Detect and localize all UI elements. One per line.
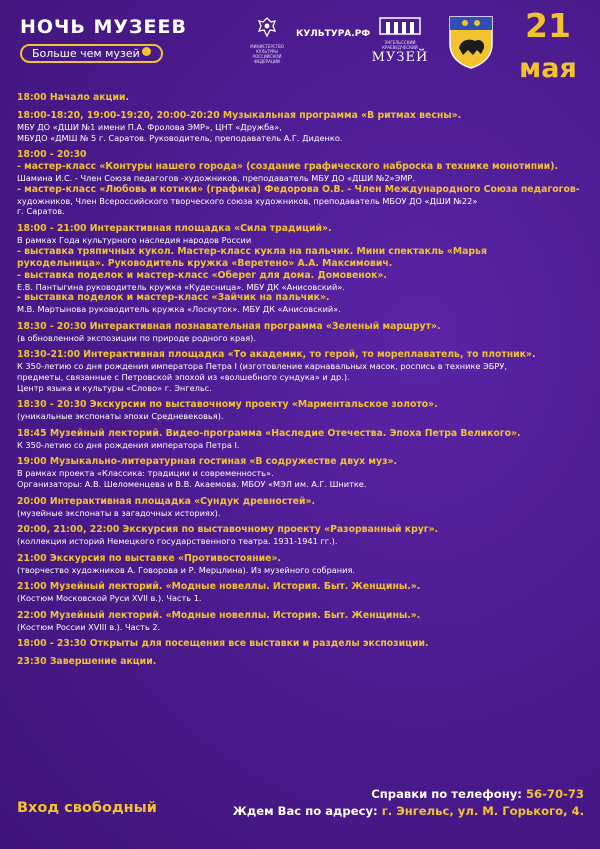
program-line: Е.В. Пантыгина руководитель кружка «Кудесница». МБУ ДК «Анисовский». <box>17 281 345 292</box>
program-entry <box>17 223 589 315</box>
museum-word: МУЗЕЙ <box>371 50 429 65</box>
program-line: М.В. Мартынова руководитель кружка «Лоскуток». МБУ ДК «Анисовский». <box>17 304 341 315</box>
logo-subtitle <box>20 44 163 63</box>
ministry-logo <box>243 16 291 64</box>
date-day: 21 <box>525 6 571 45</box>
program-entry <box>17 456 589 489</box>
program-entry <box>17 349 589 393</box>
program-line: г. Саратов. <box>17 206 65 217</box>
address-label: Ждем Вас по адресу: <box>232 804 378 818</box>
program-line: - выставка поделок и мастер-класс «Зайчик на пальчик». <box>17 292 330 304</box>
logo-subtitle-text: Больше чем музей <box>32 47 140 60</box>
program-line: 23:30 Завершение акции. <box>17 656 157 668</box>
contacts <box>233 786 584 820</box>
program-line: 19:00 Музыкально-литературная гостиная «В содружестве двух муз». <box>17 456 398 468</box>
event-date <box>505 8 591 84</box>
program-line: 18:45 Музейный лекторий. Видео-программа «Наследие Отечества. Эпоха Петра Великого». <box>17 427 521 439</box>
kultura-rf-logo: КУЛЬТУРА.РФ <box>296 29 371 39</box>
logo-title: НОЧЬ МУЗЕЕВ <box>20 16 187 38</box>
program-entry <box>17 610 589 633</box>
program-line: 18:00-18:20, 19:00-19:20, 20:00-20:20 Музыкальная программа «В ритмах весны». <box>17 110 462 121</box>
program-line: рукодельница». Руководитель кружка «Веретено» А.А. Максимович. <box>17 257 393 269</box>
program-line: 18:00 - 21:00 Интерактивная площадка «Сила традиций». <box>17 222 332 234</box>
museum-building-icon <box>378 16 422 36</box>
program-line: 18:00 - 23:30 Открыты для посещения все выставки и разделы экспозиции. <box>17 638 429 650</box>
program-entry <box>17 321 589 344</box>
program-line: К 350-летию со дня рождения императора Петра I (изготовление карнавальных масок, роспись в технике ЭБРУ, <box>17 361 507 372</box>
program-line: (Костюм России XVIII в.). Часть 2. <box>17 621 161 632</box>
night-of-museums-logo <box>20 16 187 63</box>
program-entry <box>17 399 589 422</box>
program-line: В рамках проекта «Классика: традиции и современность». <box>17 468 274 479</box>
program-line: - выставка поделок и мастер-класс «Оберег для дома. Домовенок». <box>17 269 387 281</box>
program-line: (творчество художников А. Говорова и Р. Мерцлина). Из музейного собрания. <box>17 564 355 575</box>
program-line: (музейные экспонаты в загадочных историях). <box>17 507 221 518</box>
program-entry <box>17 92 589 104</box>
program-line: 20:00 Интерактивная площадка «Сундук древностей». <box>17 495 315 507</box>
program-line: 18:30 - 20:30 Экскурсии по выставочному проекту «Мариентальское золото». <box>17 399 438 411</box>
coat-of-arms-icon <box>447 14 495 70</box>
program-entry <box>17 553 589 576</box>
program-line: 21:00 Экскурсия по выставке «Противостояние». <box>17 552 282 564</box>
program-entry <box>17 638 589 650</box>
museum-small-text: ЭНГЕЛЬССКИЙ КРАЕВЕДЧЕСКИЙ <box>382 40 418 50</box>
program-line: 18:00 Начало акции. <box>17 92 130 103</box>
program-entry <box>17 524 589 547</box>
program-entry <box>17 656 589 668</box>
address-value: г. Энгельс, ул. М. Горького, 4. <box>381 804 584 818</box>
free-entry: Вход свободный <box>17 800 157 816</box>
program-line: 20:00, 21:00, 22:00 Экскурсия по выставочному проекту «Разорванный круг». <box>17 524 439 536</box>
program-entry <box>17 581 589 604</box>
logo-dot-icon <box>142 47 151 56</box>
program-line: - мастер-класс «Контуры нашего города» (создание графического наброска в технике монотипии). <box>17 161 558 173</box>
program-line: МБУ ДО «ДШИ №1 имени П.А. Фролова ЭМР», ЦНТ «Дружба», <box>17 122 282 132</box>
program-line: 21:00 Музейный лекторий. «Модные новеллы. История. Быт. Женщины.». <box>17 581 421 593</box>
program-line: - мастер-класс «Любовь и котики» (графика) Федорова О.В. - Член Международного Союза педагогов- <box>17 183 580 195</box>
phone-value: 56-70-73 <box>525 787 584 801</box>
program-line: К 350-летию со дня рождения императора Петра I. <box>17 439 240 450</box>
phone-label: Справки по телефону: <box>371 787 522 801</box>
program-line: 18:00 - 20:30 <box>17 149 87 161</box>
program-entry <box>17 149 589 217</box>
program-line: (Костюм Московской Руси XVII в.). Часть 1. <box>17 593 202 604</box>
program-line: Шамина И.С. - Член Союза педагогов -художников, преподаватель МБУ ДО «ДШИ №2»ЭМР. <box>17 173 415 184</box>
program-line: 18:30-21:00 Интерактивная площадка «То академик, то герой, то мореплаватель, то плотник». <box>17 349 536 361</box>
program-line: В рамках Года культурного наследия народов России <box>17 234 252 245</box>
phone-line <box>233 786 584 803</box>
program-line: Организаторы: А.В. Шеломенцева и В.В. Акаемова. МБОУ «МЭЛ им. А.Г. Шнитке. <box>17 478 367 489</box>
program-line: МБУДО «ДМШ № 5 г. Саратов. Руководитель, преподаватель А.Г. Диденко. <box>17 132 343 143</box>
program-line: 18:30 - 20:30 Интерактивная познавательная программа «Зеленый маршрут». <box>17 320 441 332</box>
program-entry <box>17 110 589 143</box>
date-month: мая <box>519 53 577 84</box>
program-list <box>17 92 589 674</box>
address-line <box>233 803 584 820</box>
museum-logo <box>370 16 430 65</box>
program-line: Центр языка и культуры «Слово» г. Энгельс. <box>17 382 212 393</box>
program-line: (уникальные экспонаты эпохи Средневековья). <box>17 411 224 422</box>
program-line: художников, Член Всероссийского творческого союза художников, преподаватель МБОУ ДО «ДШИ №22» <box>17 195 478 206</box>
program-line: (в обновленной экспозиции по природе родного края). <box>17 332 256 343</box>
ministry-emblem-icon <box>256 16 278 38</box>
program-entry <box>17 428 589 451</box>
program-line: - выставка тряпичных кукол. Мастер-класс кукла на пальчик. Мини спектакль «Марья <box>17 245 487 257</box>
program-entry <box>17 496 589 519</box>
program-line: 22:00 Музейный лекторий. «Модные новеллы. История. Быт. Женщины.». <box>17 609 421 621</box>
ministry-text: МИНИСТЕРСТВО КУЛЬТУРЫ РОССИЙСКОЙ ФЕДЕРАЦИИ <box>250 44 284 64</box>
program-line: предметы, связанные с Петровской эпохой из «волшебного сундука» и др.). <box>17 371 350 382</box>
program-line: (коллекция историй Немецкого государственного театра. 1931-1941 гг.). <box>17 536 338 547</box>
